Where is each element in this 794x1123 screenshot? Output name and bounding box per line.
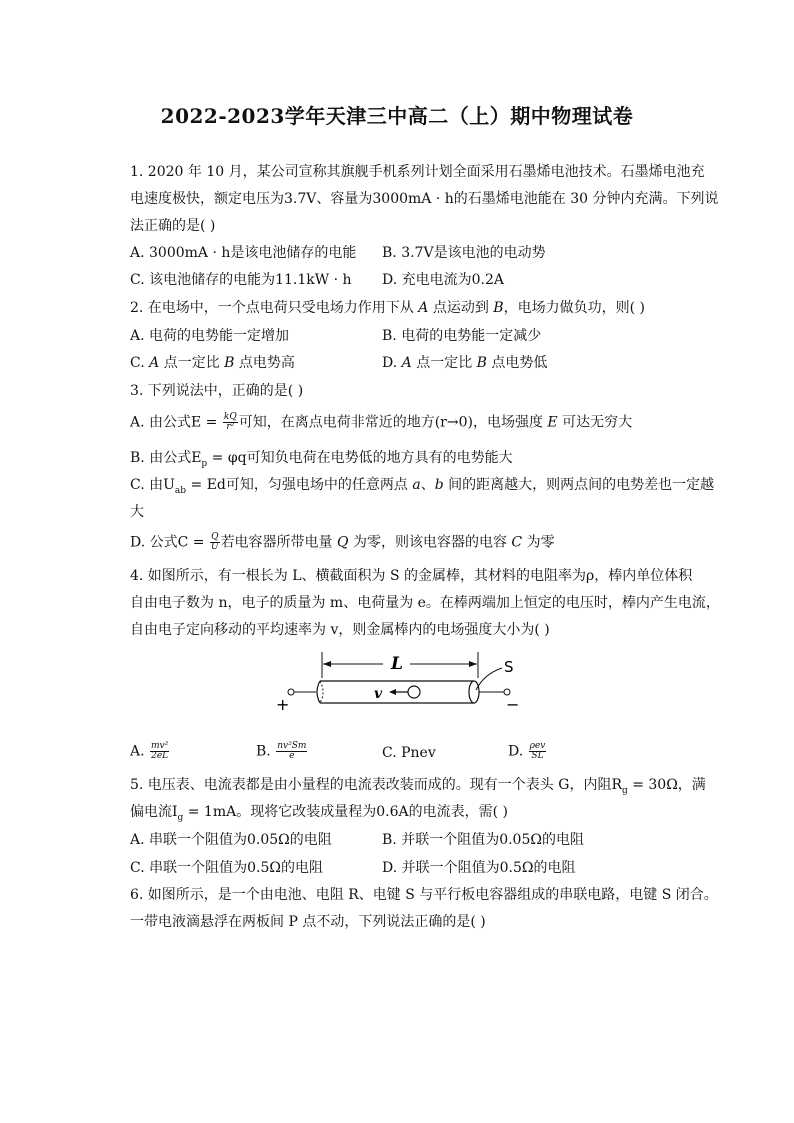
q2-option-a: A. 电荷的电势能一定增加 xyxy=(130,328,290,344)
q1-option-c: C. 该电池储存的电能为11.1kW · h xyxy=(130,272,352,288)
q4-a-fraction: $\frac{\text{mv²}}{2eL}$ xyxy=(151,741,169,761)
q3-line1: 3. 下列说法中，正确的是( ) xyxy=(130,383,304,399)
rod-right-end xyxy=(469,681,479,703)
q4-option-b: B. $\frac{\text{nv²Sm}}{e}$ xyxy=(256,741,307,761)
q3-option-a: A. 由公式E = $\frac{kQ}{\text{r²}}$ 可知，在离点电荷非常近的地方(r→0)，电场强度 E 可达无穷大 xyxy=(130,412,633,432)
q1-line3: 法正确的是( ) xyxy=(130,218,216,234)
q5-option-d: D. 并联一个阻值为0.5Ω的电阻 xyxy=(382,860,576,876)
q5-line2: 偏电流$I_g = 1mA$。现将它改装成量程为0.6A的电流表，需( ) xyxy=(130,804,508,823)
q6-line1: 6. 如图所示，是一个由电池、电阻 R、电键 S 与平行板电容器组成的串联电路，电键 S 闭合。 xyxy=(130,887,718,903)
q2-option-b: B. 电荷的电势能一定减少 xyxy=(382,328,542,344)
exam-title: 2022-2023学年天津三中高二（上）期中物理试卷 xyxy=(160,104,634,128)
q4-line3: 自由电子定向移动的平均速率为 v，则金属棒内的电场强度大小为( ) xyxy=(130,622,550,638)
q6-line2: 一带电液滴悬浮在两板间 P 点不动，下列说法正确的是( ) xyxy=(130,914,486,930)
rod-left-end-hidden xyxy=(320,681,323,703)
cross-section-label: S xyxy=(504,658,514,676)
length-label: L xyxy=(391,654,403,674)
velocity-label: v xyxy=(374,686,383,702)
q4-option-c: C. Pnev xyxy=(382,745,436,761)
q3-a-fraction: $\frac{kQ}{\text{r²}}$ xyxy=(223,412,237,432)
q4-option-d: D. $\frac{\text{ρev}}{SL}$ xyxy=(508,741,546,761)
q3-d-fraction: $\frac{Q}{U}$ xyxy=(210,532,219,552)
q1-option-d: D. 充电电流为0.2A xyxy=(382,272,505,288)
q4-line2: 自由电子数为 n，电子的质量为 m、电荷量为 e。在棒两端加上恒定的电压时，棒内产生电流， xyxy=(130,595,720,611)
q1-option-b: B. 3.7V是该电池的电动势 xyxy=(382,245,546,261)
q3-option-d: D. 公式C = $\frac{Q}{U}$ 若电容器所带电量 Q 为零，则该电容器的电容 C 为零 xyxy=(130,532,555,552)
q1-option-a: A. 3000mA · h是该电池储存的电能 xyxy=(130,245,357,261)
q3-option-b: B. 由公式$E_p = \varphi q$可知负电荷在电势低的地方具有的电势能大 xyxy=(130,450,513,469)
q2-line1: 2. 在电场中，一个点电荷只受电场力作用下从 A 点运动到 B，电场力做负功，则( ) xyxy=(130,300,645,316)
metal-rod-diagram xyxy=(270,648,530,720)
positive-terminal-label: + xyxy=(276,695,290,714)
cross-section-leader xyxy=(476,668,502,690)
q5-line1: 5. 电压表、电流表都是由小量程的电流表改装而成的。现有一个表头 G，内阻$R_g = 30\Omega$，满 xyxy=(130,777,706,796)
q5-option-b: B. 并联一个阻值为0.05Ω的电阻 xyxy=(382,832,584,848)
negative-terminal-label: − xyxy=(506,695,520,714)
q3-option-c-line2: 大 xyxy=(130,504,144,520)
dimension-arrow-right xyxy=(469,661,477,667)
q4-d-fraction: $\frac{\text{ρev}}{SL}$ xyxy=(529,741,546,761)
q2-option-c: C. A 点一定比 B 点电势高 xyxy=(130,355,295,371)
q1-line1: 1. 2020 年 10 月，某公司宣称其旗舰手机系列计划全面采用石墨烯电池技术。石墨烯电池充 xyxy=(130,164,705,180)
q1-line2: 电速度极快，额定电压为3.7V、容量为3000mA · h的石墨烯电池能在 30 分钟内充满。下列说 xyxy=(130,191,719,207)
electron-circle xyxy=(408,686,420,698)
q4-line1: 4. 如图所示，有一根长为 L、横截面积为 S 的金属棒，其材料的电阻率为ρ，棒内单位体积 xyxy=(130,568,693,584)
q5-option-a: A. 串联一个阻值为0.05Ω的电阻 xyxy=(130,832,332,848)
q2-option-d: D. A 点一定比 B 点电势低 xyxy=(382,355,548,371)
q4-b-fraction: $\frac{\text{nv²Sm}}{e}$ xyxy=(277,741,307,761)
q3-option-c: C. 由$U_{ab} = Ed$可知，匀强电场中的任意两点 a、b 间的距离越大，则两点间的电势差也一定越 xyxy=(130,477,715,496)
rod-left-end xyxy=(317,681,320,703)
dimension-arrow-left xyxy=(323,661,331,667)
q4-option-a: A. $\frac{\text{mv²}}{2eL}$ xyxy=(130,741,169,761)
velocity-arrow-head xyxy=(389,689,396,695)
q5-option-c: C. 串联一个阻值为0.5Ω的电阻 xyxy=(130,860,323,876)
